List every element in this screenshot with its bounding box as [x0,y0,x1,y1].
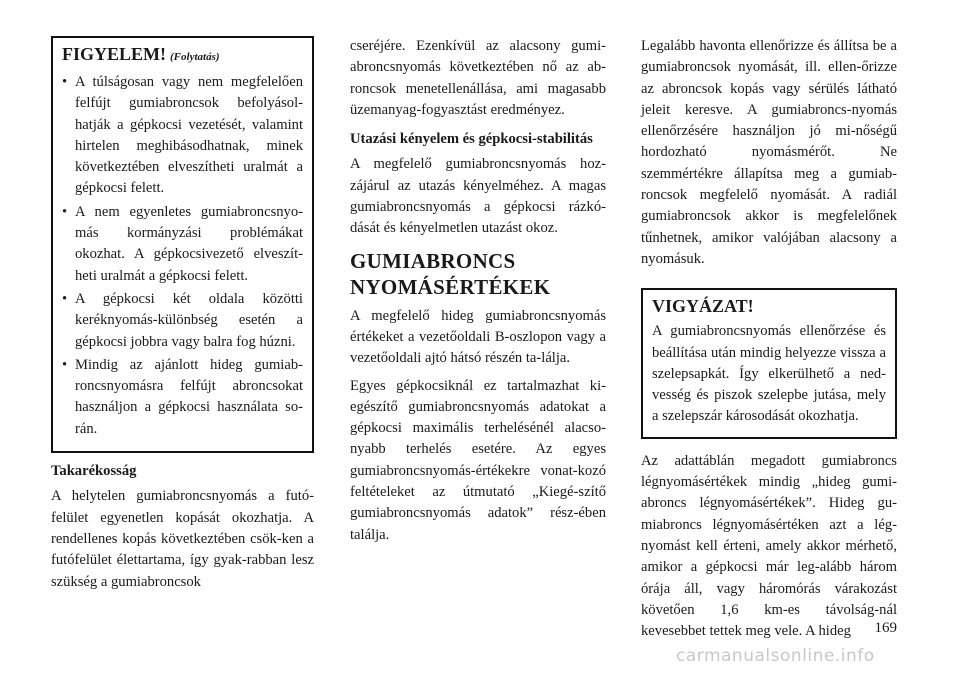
warning-item-text: A gépkocsi két oldala közötti keréknyomás-különbség esetén a gépkocsi jobbra vagy balra fog húzni. [75,290,303,350]
monthly-check-paragraph: Legalább havonta ellenőrizze és állítsa be a gumiabroncsok nyomását, ill. ellen-őrizze az abroncsok kopás vagy sérülés látható jeleit keresve. A gumiabroncs-nyomás ellenőrzésére használjon jó mi-nőségű hordozható nyomásmérőt. Ne szemmértékre állapítsa meg a gumiab-roncsok megfelelő nyomását. A radiál gumiabroncsok akkor is megfelelőnek tűnhetnek, amikor valójában alacsony a nyomásuk. [641,38,897,267]
bullet-icon: • [62,74,68,90]
warning-item-text: A túlságosan vagy nem megfelelően felfújt gumiabroncsok befolyásol-hatják a gépkocsi vezetését, valamint hirtelen meghibásodhatnak, minek következtében elveszítheti uralmát a gépkocsi felett. [75,74,303,197]
comfort-paragraph: A megfelelő gumiabroncsnyomás hoz-zájárul az utazás kényelméhez. A magas gumiabroncsnyomás a gépkocsi rázkó-dását és kényelmetlen utazást okoz. [350,156,606,237]
continuation-paragraph: cseréjére. Ezenkívül az alacsony gumi-abroncsnyomás következtében nő az ab-roncsok menetellenállása, ami magasabb üzemanyag-fogyasztást eredményez. [350,38,606,118]
right-column [641,36,897,648]
caution-title: VIGYÁZAT! [652,296,754,317]
section-heading: GUMIABRONCS NYOMÁSÉRTÉKEK [350,248,551,299]
warning-list [62,72,303,440]
warning-item-text: Mindig az ajánlott hideg gumiab-roncsnyomásra felfújt abroncsokat használjon a gépkocsi használata so-rán. [75,356,303,437]
middle-column [350,36,606,552]
bullet-icon: • [62,290,68,307]
caution-box [641,288,897,438]
economy-heading: Takarékosság [51,463,137,480]
supplementary-pressure-paragraph: Egyes gépkocsiknál ez tartalmazhat ki-egészítő gumiabroncsnyomás adatokat a gépkocsi maximális terhelésénél alacso-nyabb terhelés esetére. Az egyes gumiabroncsnyomás-értékekre vonat-kozó feltételeket az útmutató „Kiegé-szítő gumiabroncsnyomás adatok” rész-ében találja. [350,377,606,543]
pressure-location-paragraph: A megfelelő hideg gumiabroncsnyomás értékeket a vezetőoldali B-oszlopon vagy a vezetőoldali ajtó hátsó részén ta-lálja. [350,307,606,367]
caution-text: A gumiabroncsnyomás ellenőrzése és beállítása után mindig helyezze vissza a szelepsapkát. Így elkerülhető a ned-vesség és piszok szelepbe jutása, mely a szelepszár károsodását okozhatja. [652,323,886,425]
warning-box [51,36,314,453]
warning-item [62,355,303,440]
bullet-icon: • [62,356,68,373]
warning-item-text: A nem egyenletes gumiabroncsnyo-más kormányzási problémákat okozhat. A gépkocsivezető elveszít-heti uralmát a gépkocsi felett. [75,203,303,284]
watermark: carmanualsonline.info [676,646,875,666]
page-number: 169 [874,620,897,636]
bullet-icon: • [62,203,68,220]
economy-paragraph: A helytelen gumiabroncsnyomás a futó-felület egyenetlen kopását okozhatja. A rendellenes kopás következtében csök-ken a futófelület élettartama, így gyak-rabban lesz szükség a gumiabroncsok [51,488,314,590]
left-column [51,36,314,599]
warning-title-text: FIGYELEM! [62,44,167,64]
warning-subtitle: (Folytatás) [170,51,220,63]
warning-item [62,289,303,353]
warning-item [62,72,303,200]
comfort-heading: Utazási kényelem és gépkocsi-stabilitás [350,131,593,148]
warning-title [62,42,303,70]
warning-item [62,202,303,287]
cold-pressure-paragraph: Az adattáblán megadott gumiabroncs légnyomásértékek mindig „hideg gumi-abroncs légnyomásértékek”. Hideg gu-miabroncs légnyomásértéken azt a lég-nyomást kell érteni, amely akkor mérhető, amikor a gépkocsi már leg-alább három órája áll, vagy háromórás várakozást követően 1,6 km-es távolság-nál kevesebbet tettek meg vele. A hideg [641,452,897,640]
